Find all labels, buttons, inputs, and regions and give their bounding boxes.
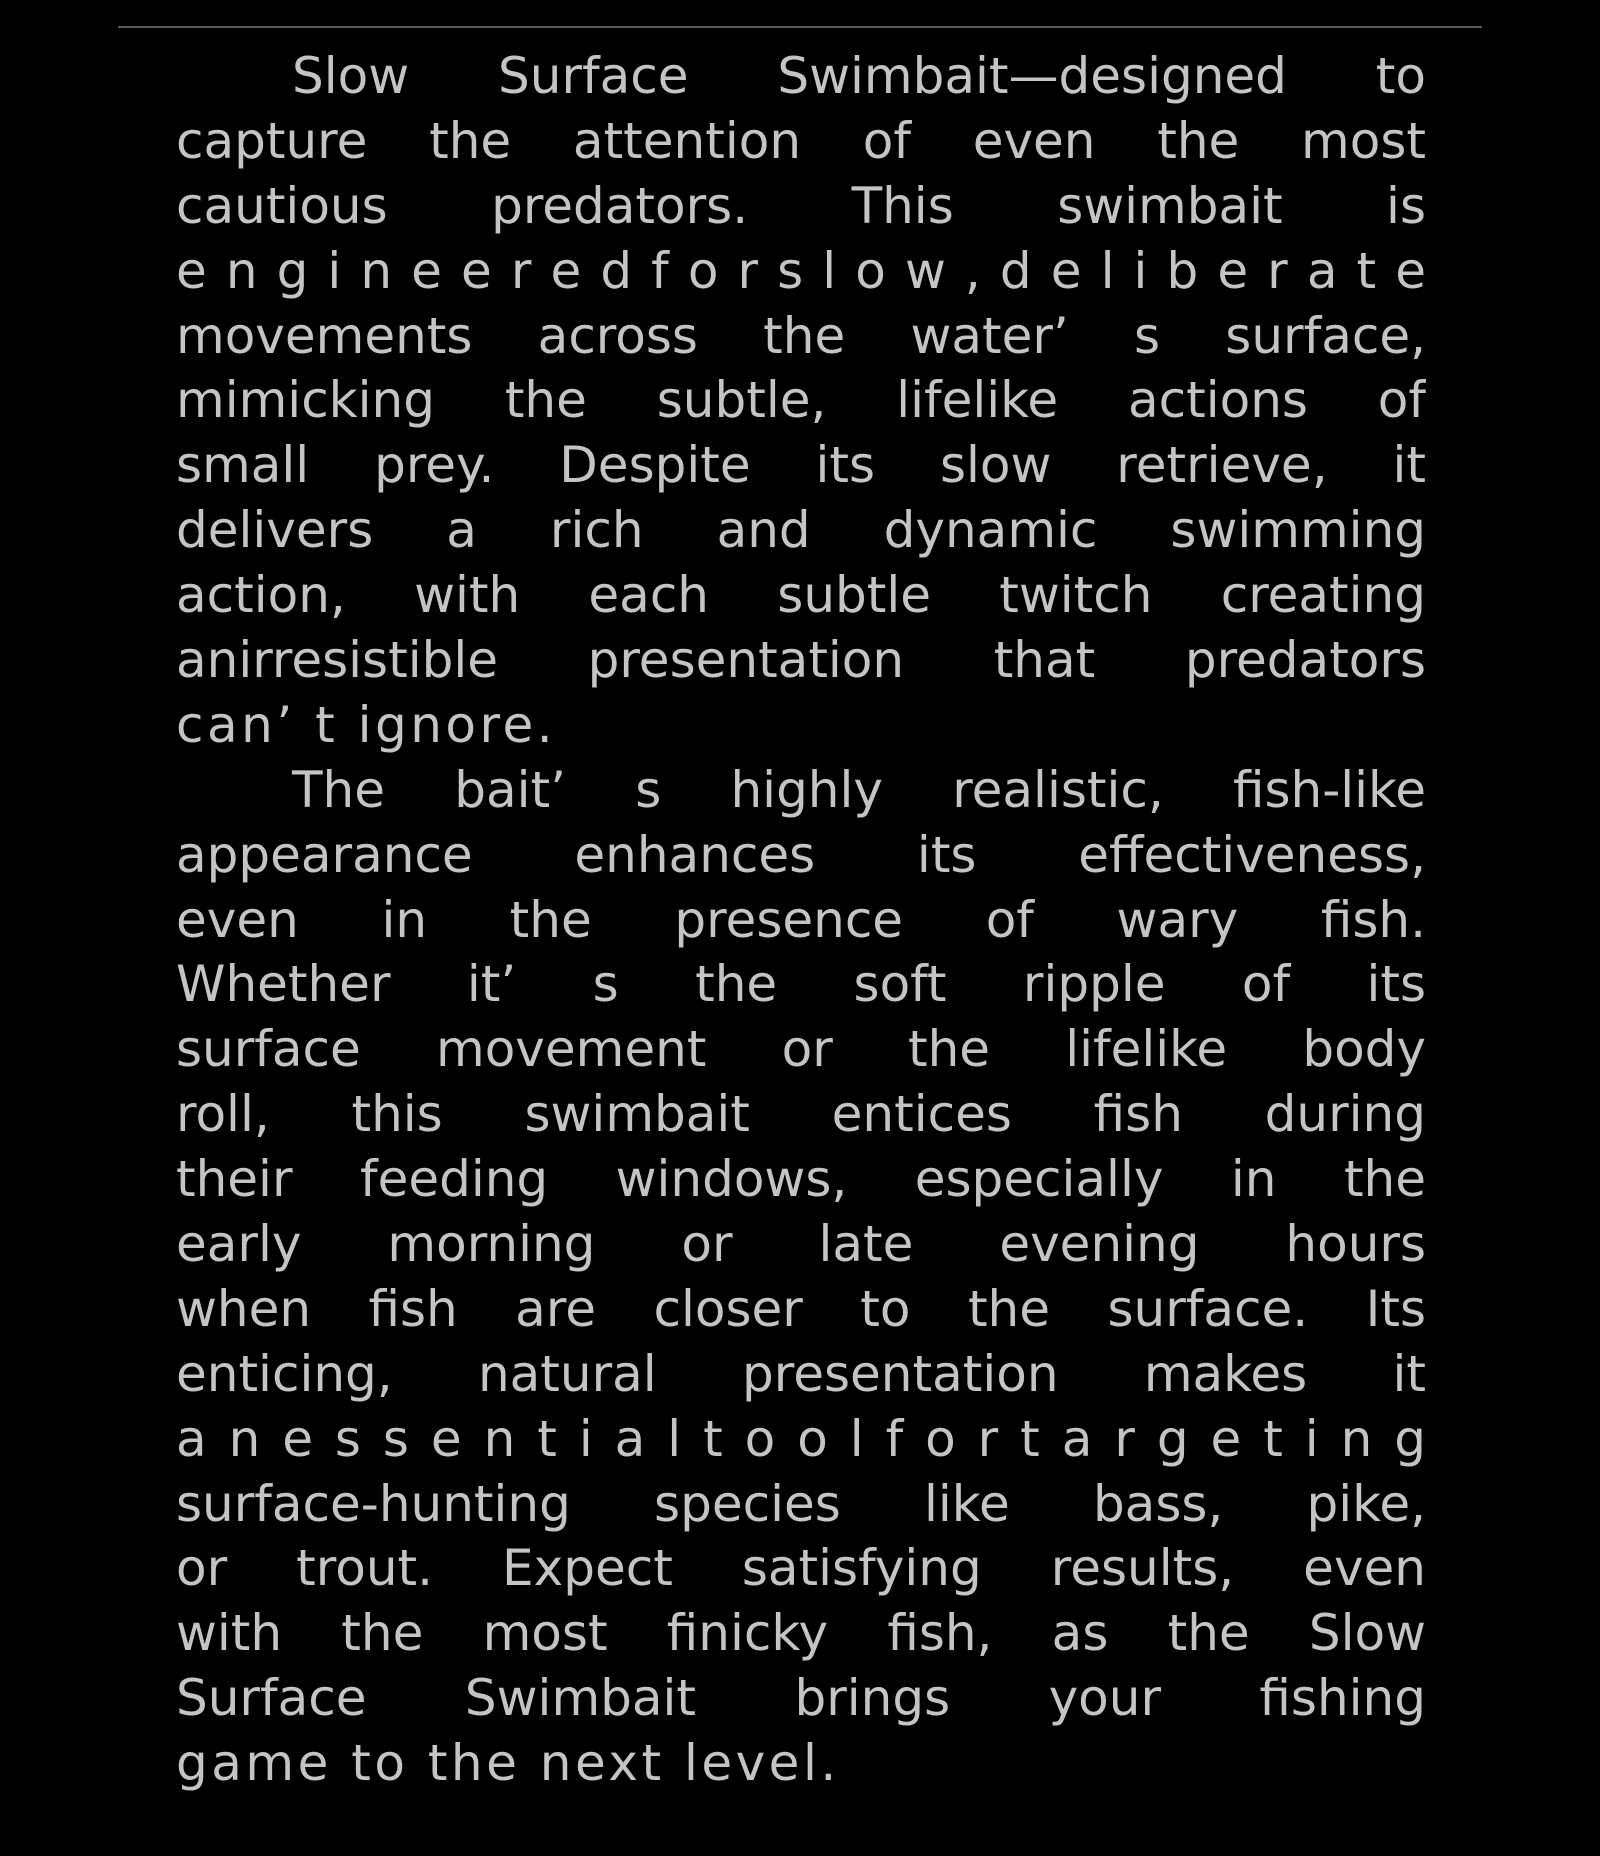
paragraph-line: can’ t ignore.: [176, 695, 557, 754]
paragraph-line: Whether it’ s the soft ripple of its: [176, 955, 1426, 1014]
paragraph-line: even in the presence of wary fish.: [176, 890, 1426, 949]
paragraph-line: appearance enhances its effectiveness,: [176, 825, 1426, 884]
paragraph-line: e n g i n e e r e d f o r s l o w , d e l i b e r a t e: [176, 241, 1426, 300]
paragraph-line: a n e s s e n t i a l t o o l f o r t a r g e t i n g: [176, 1409, 1426, 1468]
paragraph-2: [176, 758, 1426, 1796]
paragraph-line: anirresistible presentation that predators: [176, 631, 1426, 690]
paragraph-line: cautious predators. This swimbait is: [176, 176, 1426, 235]
paragraph-line: Surface Swimbait brings your fishing: [176, 1669, 1426, 1728]
paragraph-line: The bait’ s highly realistic, fish-like: [292, 760, 1426, 819]
paragraph-line: when fish are closer to the surface. Its: [176, 1279, 1426, 1338]
document-body: [176, 44, 1426, 1796]
paragraph-line: capture the attention of even the most: [176, 111, 1426, 170]
paragraph-line: their feeding windows, especially in the: [176, 1150, 1426, 1209]
paragraph-line: game to the next level.: [176, 1734, 840, 1793]
paragraph-line: roll, this swimbait entices fish during: [176, 1085, 1426, 1144]
paragraph-line: small prey. Despite its slow retrieve, it: [176, 436, 1426, 495]
paragraph-line: early morning or late evening hours: [176, 1215, 1426, 1274]
paragraph-line: surface movement or the lifelike body: [176, 1020, 1426, 1079]
top-divider: [118, 26, 1482, 28]
paragraph-line: or trout. Expect satisfying results, even: [176, 1539, 1426, 1598]
paragraph-1: [176, 44, 1426, 758]
paragraph-line: enticing, natural presentation makes it: [176, 1344, 1426, 1403]
paragraph-line: mimicking the subtle, lifelike actions of: [176, 371, 1426, 430]
paragraph-line: delivers a rich and dynamic swimming: [176, 501, 1426, 560]
paragraph-line: with the most finicky fish, as the Slow: [176, 1604, 1426, 1663]
paragraph-line: Slow Surface Swimbait—designed to: [292, 47, 1426, 105]
paragraph-line: action, with each subtle twitch creating: [176, 566, 1426, 625]
paragraph-line: movements across the water’ s surface,: [176, 306, 1426, 365]
paragraph-line: surface-hunting species like bass, pike,: [176, 1474, 1426, 1533]
